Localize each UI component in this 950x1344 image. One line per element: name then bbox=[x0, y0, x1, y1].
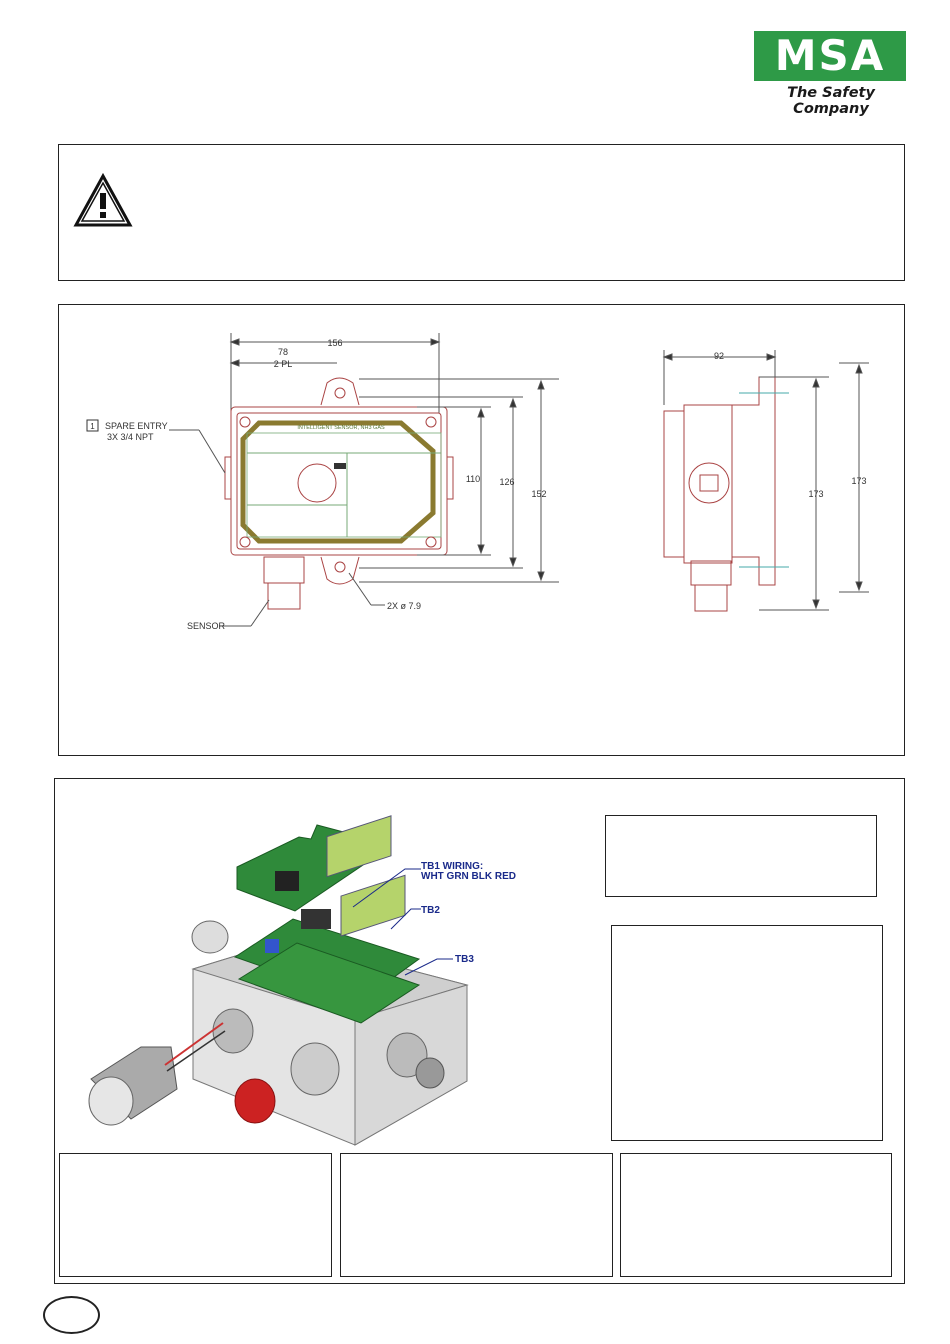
dim-side-height-inner: 173 bbox=[808, 489, 824, 499]
logo-tagline: The Safety Company bbox=[787, 85, 875, 117]
callout-number: 1 bbox=[90, 422, 95, 431]
dim-overall-width: 156 bbox=[327, 338, 343, 348]
side-view bbox=[664, 350, 869, 611]
spare-entry-line1: SPARE ENTRY bbox=[105, 421, 168, 431]
dim-side-height-outer: 173 bbox=[851, 476, 867, 486]
front-view bbox=[87, 333, 559, 626]
dim-height-overall: 152 bbox=[531, 489, 547, 499]
tb1-label-line1: TB1 WIRING: bbox=[421, 861, 484, 872]
mounting-holes-label: 2X ø 7.9 bbox=[387, 601, 422, 611]
exploded-view-illustration bbox=[55, 779, 615, 1159]
page-number-oval bbox=[43, 1296, 100, 1334]
dim-half-width: 78 bbox=[277, 347, 289, 357]
spare-entry-line2: 3X 3/4 NPT bbox=[107, 432, 154, 442]
dimension-drawing bbox=[59, 305, 904, 755]
tb3-label: TB3 bbox=[455, 954, 474, 965]
warning-box bbox=[58, 144, 905, 281]
dim-half-width-note: 2 PL bbox=[273, 359, 293, 369]
tb1-label-line2: WHT GRN BLK RED bbox=[421, 871, 516, 882]
dim-height-inner: 110 bbox=[465, 474, 481, 484]
faceplate-label: INTELLIGENT SENSOR, NH3 GAS bbox=[297, 425, 385, 431]
logo-brand-text: MSA bbox=[774, 31, 886, 80]
note-box-bottom-right bbox=[620, 1153, 892, 1277]
warning-triangle-icon bbox=[73, 173, 133, 229]
msa-logo bbox=[754, 31, 906, 81]
exploded-view-panel bbox=[54, 778, 905, 1284]
note-box-upper-right bbox=[605, 815, 877, 897]
sensor-label: SENSOR bbox=[187, 621, 226, 631]
dim-height-mid: 126 bbox=[499, 477, 515, 487]
note-box-bottom-left bbox=[59, 1153, 332, 1277]
dimension-drawing-panel bbox=[58, 304, 905, 756]
note-box-right bbox=[611, 925, 883, 1141]
dim-side-depth: 92 bbox=[713, 351, 725, 361]
tb2-label: TB2 bbox=[421, 905, 440, 916]
note-box-bottom-center bbox=[340, 1153, 613, 1277]
